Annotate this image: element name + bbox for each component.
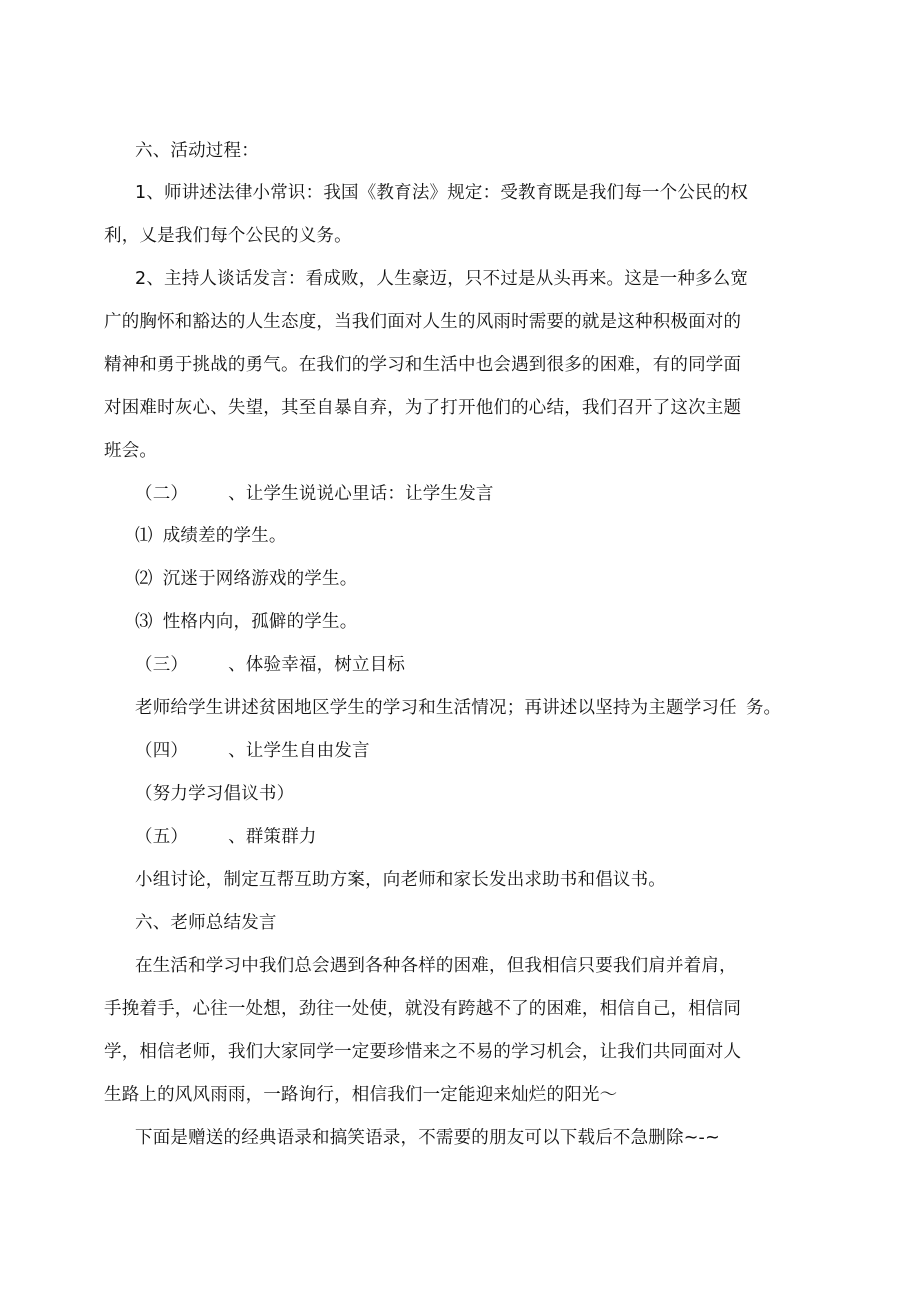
section-marker: （四） (135, 741, 189, 761)
section-heading-5 (135, 825, 317, 849)
paragraph-line: 手挽着手，心往一处想，劲往一处使，就没有跨越不了的困难，相信自己，相信同 (104, 999, 742, 1019)
paragraph-line: 学，相信老师，我们大家同学一定要珍惜来之不易的学习机会，让我们共同面对人 (104, 1042, 742, 1062)
paragraph-text: 务。 (745, 698, 782, 718)
list-item-text: 性格内向，孤僻的学生。 (162, 612, 358, 632)
paragraph-line: 对困难时灰心、失望，其至自暴自弃，为了打开他们的心结，我们召开了这次主题 (104, 398, 742, 418)
section-marker: （二） (135, 484, 189, 504)
paragraph-line: 2、主持人谈话发言：看成败，人生豪迈，只不过是从头再来。这是一种多么宽 (135, 269, 749, 289)
list-marker: ⑶ (135, 612, 153, 632)
paragraph-line: 1、师讲述法律小常识：我国《教育法》规定：受教育既是我们每一个公民的权 (135, 183, 749, 203)
footer-note: 下面是赠送的经典语录和搞笑语录，不需要的朋友可以下载后不急删除~-~ (135, 1128, 720, 1148)
section-heading-2 (135, 482, 494, 506)
section-marker: （三） (135, 655, 189, 675)
section-title: 、让学生自由发言 (228, 741, 370, 761)
paragraph-line: 在生活和学习中我们总会遇到各种各样的困难，但我相信只要我们肩并着肩， (135, 956, 737, 976)
paragraph-line: 精神和勇于挑战的勇气。在我们的学习和生活中也会遇到很多的困难，有的同学面 (104, 355, 742, 375)
list-item-text: 成绩差的学生。 (162, 526, 287, 546)
list-marker: ⑴ (135, 526, 153, 546)
section-heading-3 (135, 653, 405, 677)
section-heading-activity-process: 六、活动过程： (135, 141, 259, 161)
paragraph-line: 广的胸怀和豁达的人生态度，当我们面对人生的风雨时需要的就是这种积极面对的 (104, 312, 742, 332)
paragraph-line: 小组讨论，制定互帮互助方案，向老师和家长发出求助书和倡议书。 (135, 870, 666, 890)
section-title: 、群策群力 (228, 827, 317, 847)
section-title: 、让学生说说心里话：让学生发言 (228, 484, 494, 504)
section-title: 、体验幸福，树立目标 (228, 655, 406, 675)
paragraph-text: 老师给学生讲述贫困地区学生的学习和生活情况；再讲述以坚持为主题学习任 (135, 698, 737, 718)
list-item-text: 沉迷于网络游戏的学生。 (162, 569, 358, 589)
section-heading-4 (135, 739, 370, 763)
section-heading-summary: 六、老师总结发言 (135, 913, 277, 933)
paragraph-line: 生路上的风风雨雨，一路询行，相信我们一定能迎来灿烂的阳光～ (104, 1085, 618, 1105)
list-marker: ⑵ (135, 569, 153, 589)
list-item (135, 610, 357, 634)
paragraph-line: 班会。 (104, 441, 158, 461)
list-item (135, 567, 357, 591)
paragraph-line: （努力学习倡议书） (135, 784, 295, 804)
section-marker: （五） (135, 827, 189, 847)
paragraph-line (135, 696, 781, 720)
paragraph-line: 利，乂是我们每个公民的义务。 (104, 226, 352, 246)
list-item (135, 524, 287, 548)
